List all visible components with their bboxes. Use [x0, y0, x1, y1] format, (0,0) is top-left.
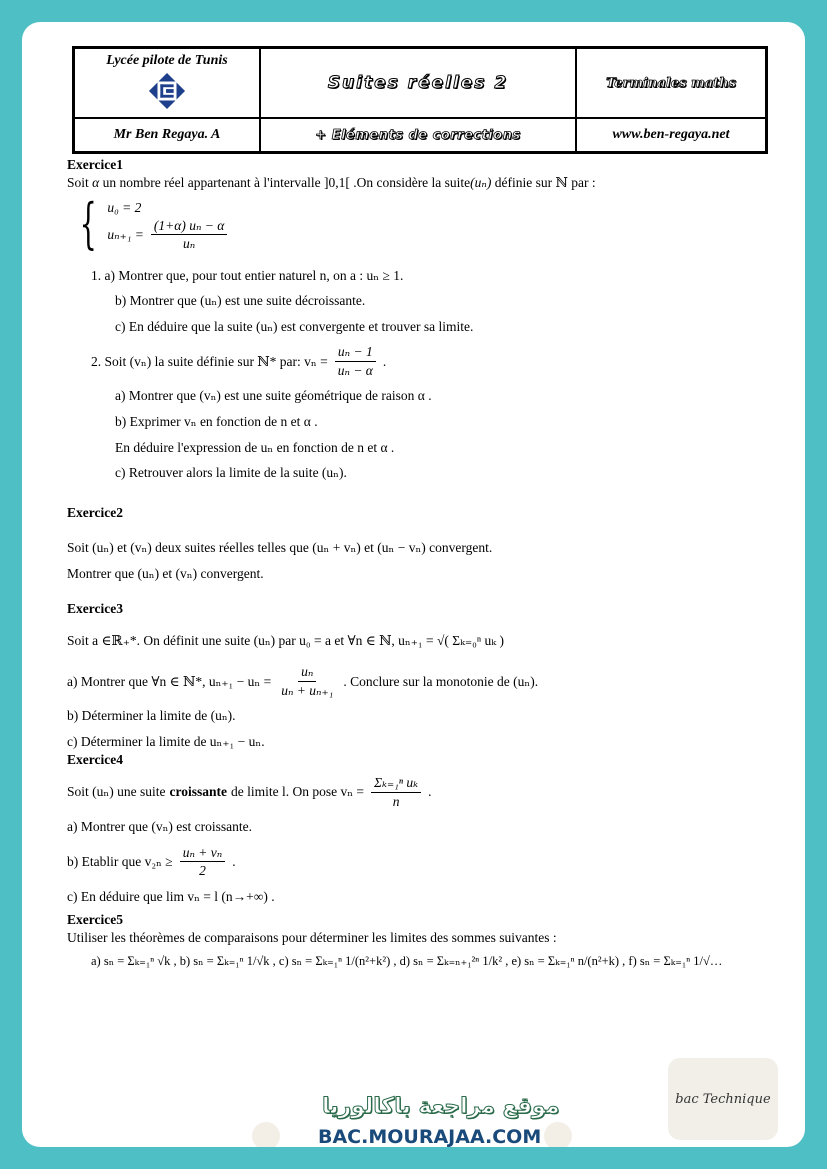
exercise5-line1: Utiliser les théorèmes de comparaisons pour déterminer les limites des sommes suivantes : — [67, 929, 557, 945]
exercise1-intro: Soit α un nombre réel appartenant à l'intervalle ]0,1[ .On considère la suite(uₙ) définie sur ℕ par : — [67, 174, 596, 190]
question-2b-deduce: En déduire l'expression de uₙ en fonction de n et α . — [115, 439, 395, 455]
exercise4-title: Exercice4 — [67, 751, 123, 767]
question-2c: c) Retrouver alors la limite de la suite (uₙ). — [115, 465, 347, 481]
school-logo-icon — [148, 72, 186, 110]
school-cell — [74, 48, 260, 118]
exercise2-title: Exercice2 — [67, 504, 123, 520]
exercise2-line1: Soit (uₙ) et (vₙ) deux suites réelles telles que (uₙ + vₙ) et (uₙ − vₙ) convergent. — [67, 540, 493, 556]
bac-technique-stamp: bac Technique — [668, 1058, 778, 1140]
question-1b: b) Montrer que (uₙ) est une suite décroissante. — [115, 293, 366, 309]
exercise5-title: Exercice5 — [67, 912, 123, 928]
exercise1-title: Exercice1 — [67, 157, 123, 172]
school-name: Lycée pilote de Tunis — [106, 53, 228, 68]
exercise4-question-b: b) Etablir que v₂ₙ ≥ $\frac{\text{uₙ + vₙ}}{2}$ . — [67, 844, 236, 879]
exercise-content — [67, 156, 767, 969]
document-page — [22, 22, 805, 1147]
exercise3-line1: Soit a ∈ℝ₊*. On définit une suite (uₙ) par u₀ = a et ∀n ∈ ℕ, uₙ₊₁ = √( Σₖ₌₀ⁿ uₖ ) — [67, 632, 505, 648]
question-1a: 1. a) Montrer que, pour tout entier naturel n, on a : uₙ ≥ 1. — [91, 267, 404, 283]
footer-banner[interactable] — [252, 1092, 572, 1147]
website-link[interactable]: www.ben-regaya.net — [576, 118, 766, 152]
exercise3-question-b: b) Déterminer la limite de (uₙ). — [67, 708, 236, 724]
teacher-name: Mr Ben Regaya. A — [74, 118, 260, 152]
question-2: 2. Soit (vₙ) la suite définie sur ℕ* par: vₙ = $\frac{\text{uₙ − 1}}{\text{uₙ − α}}$ . — [91, 344, 387, 378]
footer-site-link[interactable]: BAC.MOURAJAA.COM — [318, 1126, 542, 1147]
exercise3-question-a: a) Montrer que ∀n ∈ ℕ*, uₙ₊₁ − uₙ = $\frac{\text{uₙ}}{\text{uₙ + uₙ₊₁}}$ . Conclure sur la monotonie de (uₙ). — [67, 664, 539, 698]
header-table — [72, 46, 768, 154]
exercise3-title: Exercice3 — [67, 601, 123, 617]
exercise5-sums: a) sₙ = Σₖ₌₁ⁿ √k , b) sₙ = Σₖ₌₁ⁿ 1/√k , c) sₙ = Σₖ₌₁ⁿ 1/(n²+k²) , d) sₙ = Σₖ₌ₙ₊₁²ⁿ 1/k² , e) sₙ = Σₖ₌₁ⁿ n/(n²+k) , f) sₙ = Σₖ₌₁ⁿ 1/√… — [91, 953, 723, 968]
exercise2-line2: Montrer que (uₙ) et (vₙ) convergent. — [67, 565, 264, 581]
exercise3-question-c: c) Déterminer la limite de uₙ₊₁ − uₙ. — [67, 734, 265, 750]
question-2a: a) Montrer que (vₙ) est une suite géométrique de raison α . — [115, 388, 432, 404]
recurrence-system: { u₀ = 2 uₙ₊₁ = $\frac{\text{(1+α) uₙ − α}}{\text{uₙ}}$ — [71, 197, 767, 253]
question-2b: b) Exprimer vₙ en fonction de n et α . — [115, 414, 318, 430]
exercise4-question-c: c) En déduire que lim vₙ = l (n→+∞) . — [67, 888, 275, 904]
badge-left-icon — [252, 1122, 280, 1147]
question-1c: c) En déduire que la suite (uₙ) est convergente et trouver sa limite. — [115, 318, 474, 334]
class-level: Terminales maths — [576, 48, 766, 118]
exercise4-question-a: a) Montrer que (vₙ) est croissante. — [67, 819, 253, 835]
document-subtitle: + Eléments de corrections — [260, 118, 576, 152]
footer-arabic-title: موقع مراجعة باكالوريا — [322, 1094, 560, 1119]
exercise4-line1: Soit (uₙ) une suite croissante de limite l. On pose vₙ = $\frac{\text{Σₖ₌₁ⁿ uₖ}}{n}$ . — [67, 775, 432, 809]
badge-right-icon — [544, 1122, 572, 1147]
document-title: Suites réelles 2 — [260, 48, 576, 118]
